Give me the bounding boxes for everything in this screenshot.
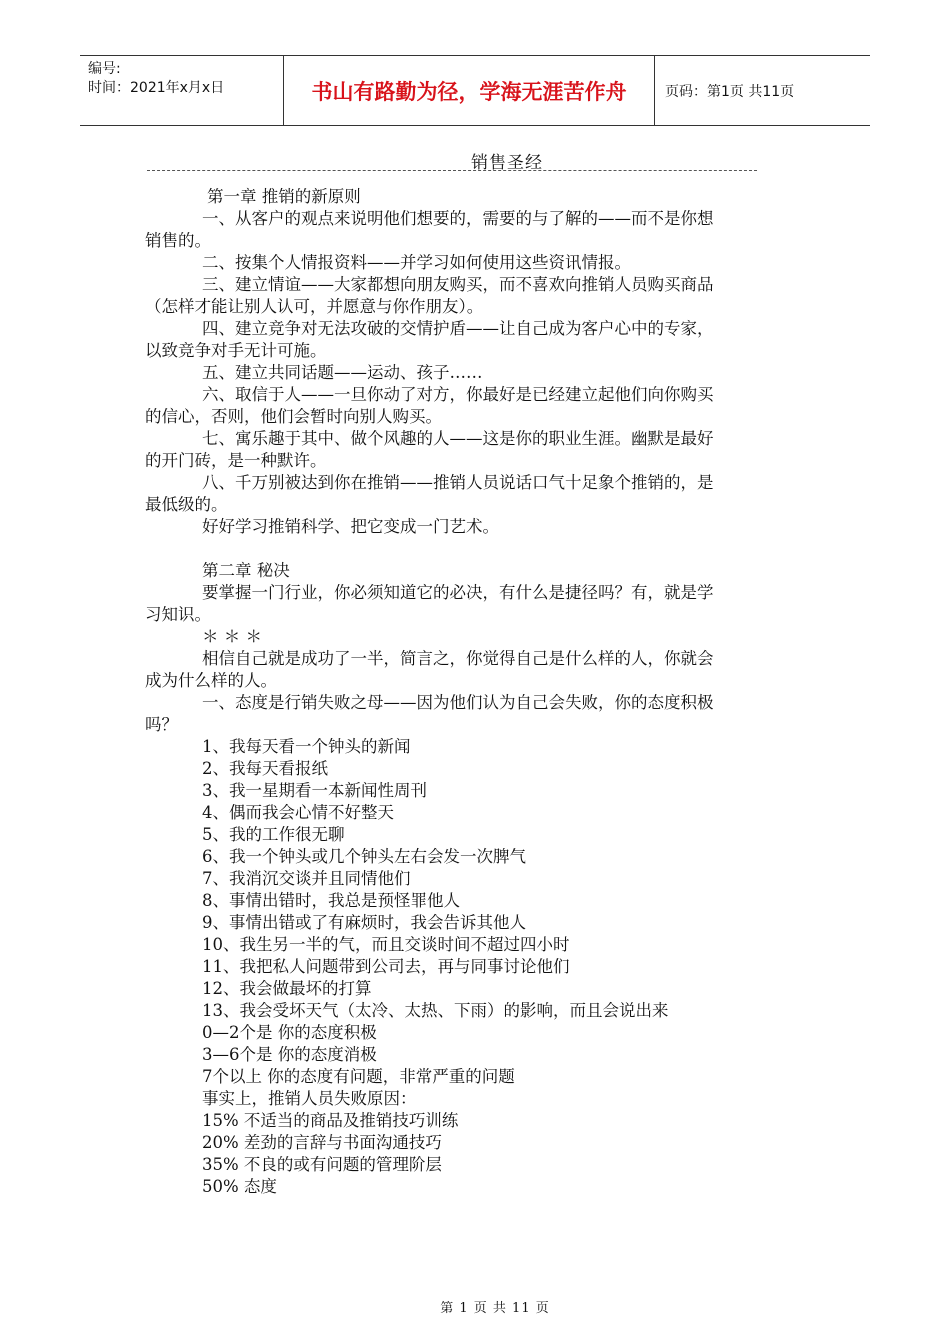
blank-line bbox=[145, 538, 805, 560]
text-line: 的开门砖，是一种默许。 bbox=[145, 451, 327, 470]
text-line: 吗？ bbox=[145, 715, 178, 734]
text-line: 的信心，否则，他们会暂时向别人购买。 bbox=[145, 407, 442, 426]
text-line: 8、事情出错时，我总是预怪罪他人 bbox=[202, 891, 460, 910]
text-line: 13、我会受坏天气（太冷、太热、下雨）的影响，而且会说出来 bbox=[202, 1001, 669, 1020]
text-line: 三、建立情谊——大家都想向朋友购买，而不喜欢向推销人员购买商品 bbox=[202, 275, 714, 294]
document-date: 时间：2021年x月x日 bbox=[88, 80, 225, 96]
text-line: 35% 不良的或有问题的管理阶层 bbox=[202, 1155, 442, 1174]
text-line: 7、我消沉交谈并且同情他们 bbox=[202, 869, 411, 888]
text-line: 2、我每天看报纸 bbox=[202, 759, 328, 778]
text-line: 15% 不适当的商品及推销技巧训练 bbox=[202, 1111, 459, 1130]
page-footer-wrap bbox=[0, 1297, 950, 1316]
text-line: 七、寓乐趣于其中、做个风趣的人——这是你的职业生涯。幽默是最好 bbox=[202, 429, 714, 448]
text-line: 11、我把私人问题带到公司去，再与同事讨论他们 bbox=[202, 957, 570, 976]
text-line: 二、按集个人情报资料——并学习如何使用这些资讯情报。 bbox=[202, 253, 631, 272]
text-line: 要掌握一门行业，你必须知道它的必决，有什么是捷径吗？有，就是学 bbox=[202, 583, 714, 602]
text-line: 7个以上 你的态度有问题，非常严重的问题 bbox=[202, 1067, 515, 1086]
text-line: 五、建立共同话题——运动、孩子…… bbox=[202, 363, 483, 382]
text-line: 4、偶而我会心情不好整天 bbox=[202, 803, 394, 822]
text-line: 最低级的。 bbox=[145, 495, 228, 514]
text-line: 成为什么样的人。 bbox=[145, 671, 277, 690]
text-line: 相信自己就是成功了一半，简言之，你觉得自己是什么样的人，你就会 bbox=[202, 649, 714, 668]
header-meta bbox=[80, 56, 284, 125]
text-line: 八、千万别被达到你在推销——推销人员说话口气十足象个推销的，是 bbox=[202, 473, 714, 492]
text-line: 12、我会做最坏的打算 bbox=[202, 979, 372, 998]
text-line: 5、我的工作很无聊 bbox=[202, 825, 345, 844]
text-line: 3、我一星期看一本新闻性周刊 bbox=[202, 781, 427, 800]
text-line: 0—2个是 你的态度积极 bbox=[202, 1023, 377, 1042]
text-line: 第一章 推销的新原则 bbox=[207, 187, 361, 206]
document-title: 销售圣经 bbox=[471, 153, 543, 173]
document-number-label: 编号: bbox=[88, 61, 121, 77]
text-line: 9、事情出错或了有麻烦时，我会告诉其他人 bbox=[202, 913, 526, 932]
header-motto: 书山有路勤为径，学海无涯苦作舟 bbox=[284, 56, 655, 125]
text-line: 3—6个是 你的态度消极 bbox=[202, 1045, 377, 1064]
text-line: 四、建立竞争对无法攻破的交情护盾——让自己成为客户心中的专家， bbox=[202, 319, 714, 338]
text-line: 好好学习推销科学、把它变成一门艺术。 bbox=[202, 517, 499, 536]
header-page-number: 页码：第1页 共11页 bbox=[665, 83, 795, 100]
text-line: 1、我每天看一个钟头的新闻 bbox=[202, 737, 411, 756]
text-line: （怎样才能让别人认可，并愿意与你作朋友）。 bbox=[145, 297, 484, 316]
text-line: ＊ ＊ ＊ bbox=[202, 627, 262, 646]
document-body bbox=[145, 186, 805, 1198]
page-header bbox=[80, 55, 870, 126]
text-line: 50% 态度 bbox=[202, 1177, 277, 1196]
page-footer: 第 1 页 共 11 页 bbox=[440, 1301, 550, 1316]
text-line: 销售的。 bbox=[145, 231, 211, 250]
text-line: 10、我生另一半的气，而且交谈时间不超过四小时 bbox=[202, 935, 570, 954]
text-line: 20% 差劲的言辞与书面沟通技巧 bbox=[202, 1133, 442, 1152]
title-divider bbox=[147, 170, 757, 171]
text-line: 事实上，推销人员失败原因： bbox=[202, 1089, 417, 1108]
text-line: 第二章 秘决 bbox=[202, 561, 290, 580]
text-line: 6、我一个钟头或几个钟头左右会发一次脾气 bbox=[202, 847, 526, 866]
text-line: 一、从客户的观点来说明他们想要的，需要的与了解的——而不是你想 bbox=[202, 209, 714, 228]
text-line: 以致竞争对手无计可施。 bbox=[145, 341, 327, 360]
text-line: 习知识。 bbox=[145, 605, 211, 624]
text-line: 一、态度是行销失败之母——因为他们认为自己会失败，你的态度积极 bbox=[202, 693, 714, 712]
text-line: 六、取信于人——一旦你动了对方，你最好是已经建立起他们向你购买 bbox=[202, 385, 714, 404]
